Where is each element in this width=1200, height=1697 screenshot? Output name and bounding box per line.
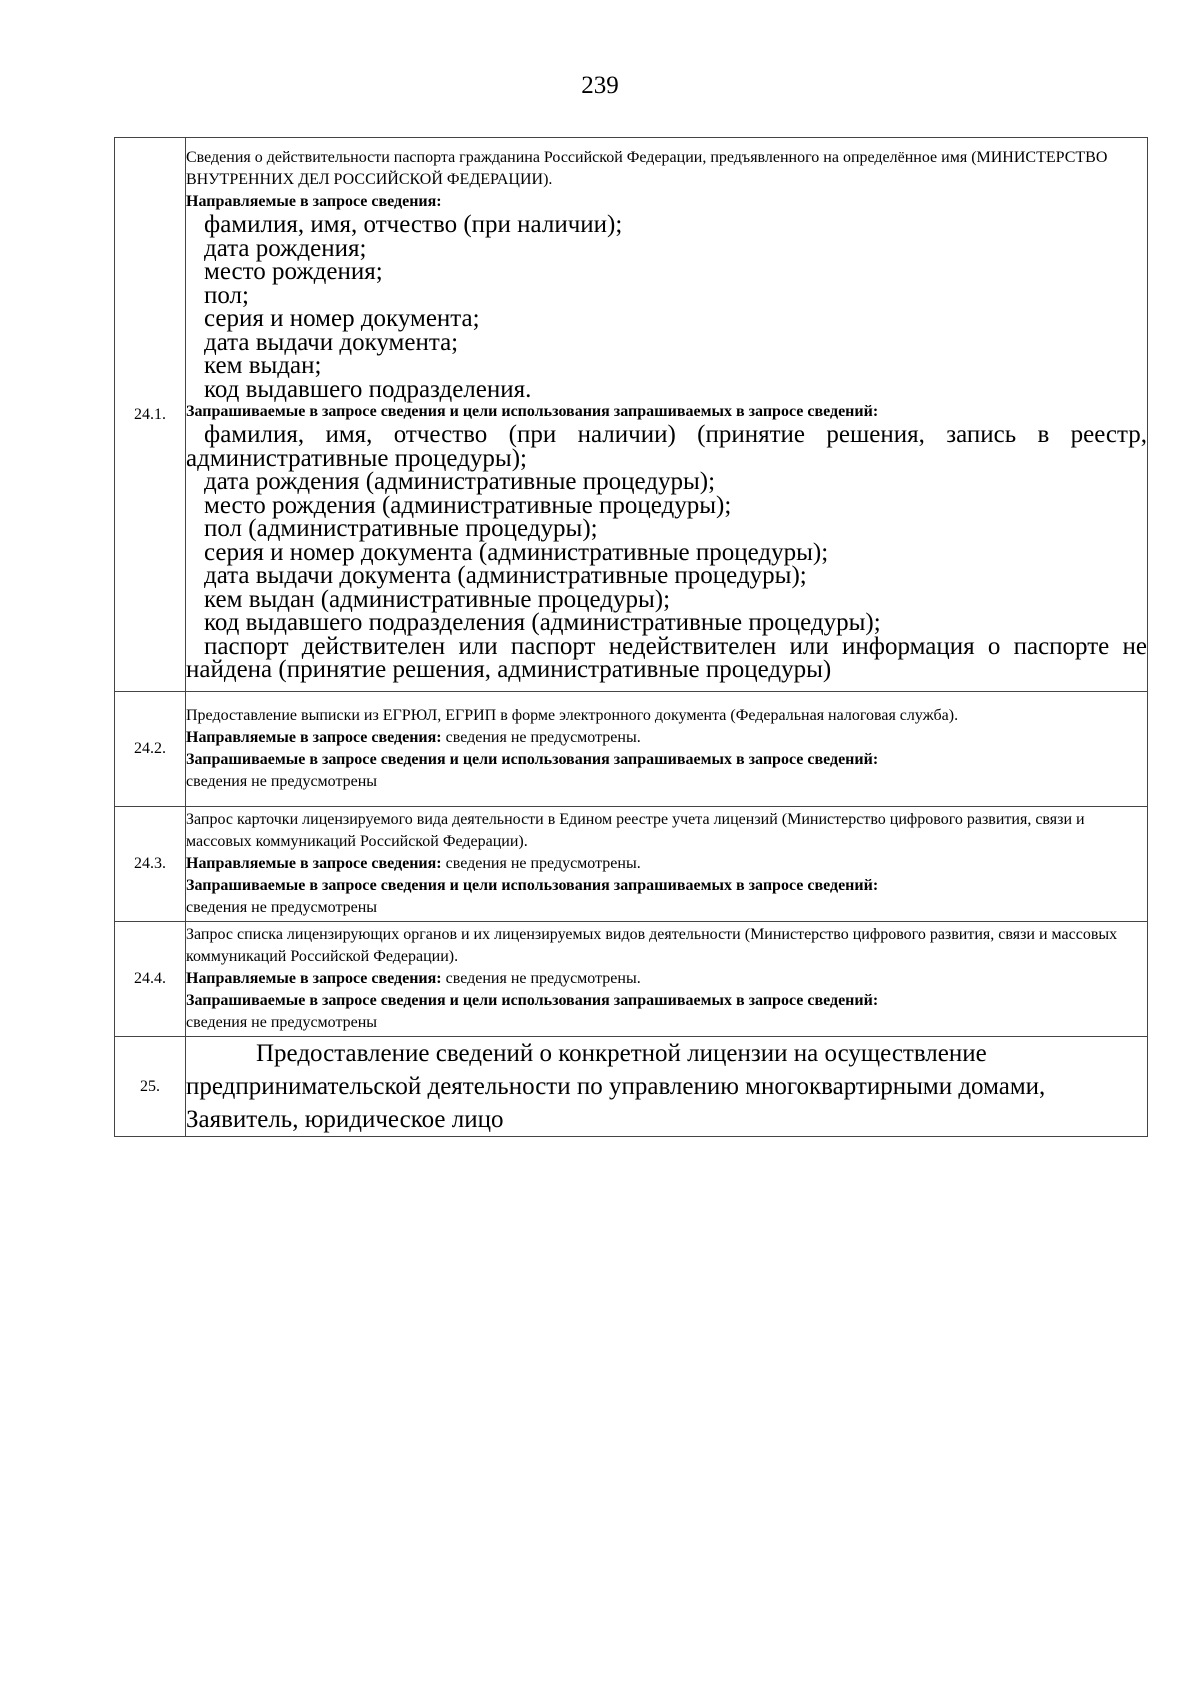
list-item: пол (административные процедуры); [204, 515, 598, 543]
requested-value: сведения не предусмотрены [186, 899, 378, 916]
list-item: код выдавшего подразделения (административные процедуры); [204, 609, 881, 637]
list-item: серия и номер документа (административные процедуры); [204, 538, 829, 566]
row-number: 24.4. [115, 922, 186, 1037]
row-description: Запрос списка лицензирующих органов и их лицензируемых видов деятельности (Министерство цифрового развития, связи и массовых коммуникаций Российской Федерации). [186, 926, 1118, 965]
sent-value: сведения не предусмотрены. [445, 855, 641, 872]
requested-value: сведения не предусмотрены [186, 773, 378, 790]
row-content [186, 692, 1148, 807]
sent-heading: Направляемые в запросе сведения: [186, 729, 442, 746]
list-item: место рождения (административные процедуры); [204, 491, 732, 519]
requested-heading: Запрашиваемые в запросе сведения и цели использования запрашиваемых в запросе сведений: [186, 751, 879, 768]
table-row [115, 692, 1148, 807]
list-item: кем выдан; [204, 352, 322, 380]
services-table [114, 137, 1148, 1137]
list-item: паспорт действителен или паспорт недействителен или информация о паспорте не найдена (принятие решения, административные процедуры) [186, 632, 1147, 684]
row-description: Сведения о действительности паспорта гражданина Российской Федерации, предъявленного на определённое имя (МИНИСТЕРСТВО ВНУТРЕННИХ ДЕЛ РОССИЙСКОЙ ФЕДЕРАЦИИ). [186, 149, 1108, 189]
row-content [186, 1037, 1148, 1137]
list-item: фамилия, имя, отчество (при наличии) (принятие решения, запись в реестр, административные процедуры); [186, 421, 1147, 472]
list-item: кем выдан (административные процедуры); [204, 585, 671, 613]
table-row [115, 922, 1148, 1037]
sent-value: сведения не предусмотрены. [445, 970, 641, 987]
list-item: дата рождения (административные процедуры); [204, 468, 716, 496]
sent-heading: Направляемые в запросе сведения: [186, 193, 442, 211]
requested-heading: Запрашиваемые в запросе сведения и цели использования запрашиваемых в запросе сведений: [186, 877, 879, 894]
row-content [186, 807, 1148, 922]
requested-heading: Запрашиваемые в запросе сведения и цели использования запрашиваемых в запросе сведений: [186, 403, 879, 421]
row-description: Запрос карточки лицензируемого вида деятельности в Едином реестре учета лицензий (Министерство цифрового развития, связи и массовых коммуникаций Российской Федерации). [186, 811, 1085, 850]
section-title: Предоставление сведений о конкретной лицензии на осуществление предпринимательской деятельности по управлению многоквартирными домами, Заявитель, юридическое лицо [186, 1040, 1046, 1133]
table-row [115, 138, 1148, 692]
row-number: 24.3. [115, 807, 186, 922]
list-item: дата рождения; [204, 234, 367, 262]
row-content [186, 138, 1148, 692]
row-number: 24.1. [115, 138, 186, 692]
row-content [186, 922, 1148, 1037]
row-number: 25. [115, 1037, 186, 1137]
sent-value: сведения не предусмотрены. [445, 729, 641, 746]
sent-heading: Направляемые в запросе сведения: [186, 855, 442, 872]
list-item: пол; [204, 281, 249, 309]
table-row [115, 807, 1148, 922]
row-description: Предоставление выписки из ЕГРЮЛ, ЕГРИП в форме электронного документа (Федеральная налоговая служба). [186, 707, 959, 724]
list-item: дата выдачи документа (административные процедуры); [204, 562, 807, 590]
list-item: дата выдачи документа; [204, 328, 459, 356]
list-item: серия и номер документа; [204, 305, 480, 333]
requested-heading: Запрашиваемые в запросе сведения и цели использования запрашиваемых в запросе сведений: [186, 992, 879, 1009]
row-number: 24.2. [115, 692, 186, 807]
sent-heading: Направляемые в запросе сведения: [186, 970, 442, 987]
requested-value: сведения не предусмотрены [186, 1014, 378, 1031]
table-row [115, 1037, 1148, 1137]
list-item: фамилия, имя, отчество (при наличии); [204, 211, 623, 239]
page-number: 239 [581, 72, 619, 99]
list-item: место рождения; [204, 258, 383, 286]
list-item: код выдавшего подразделения. [204, 375, 532, 403]
